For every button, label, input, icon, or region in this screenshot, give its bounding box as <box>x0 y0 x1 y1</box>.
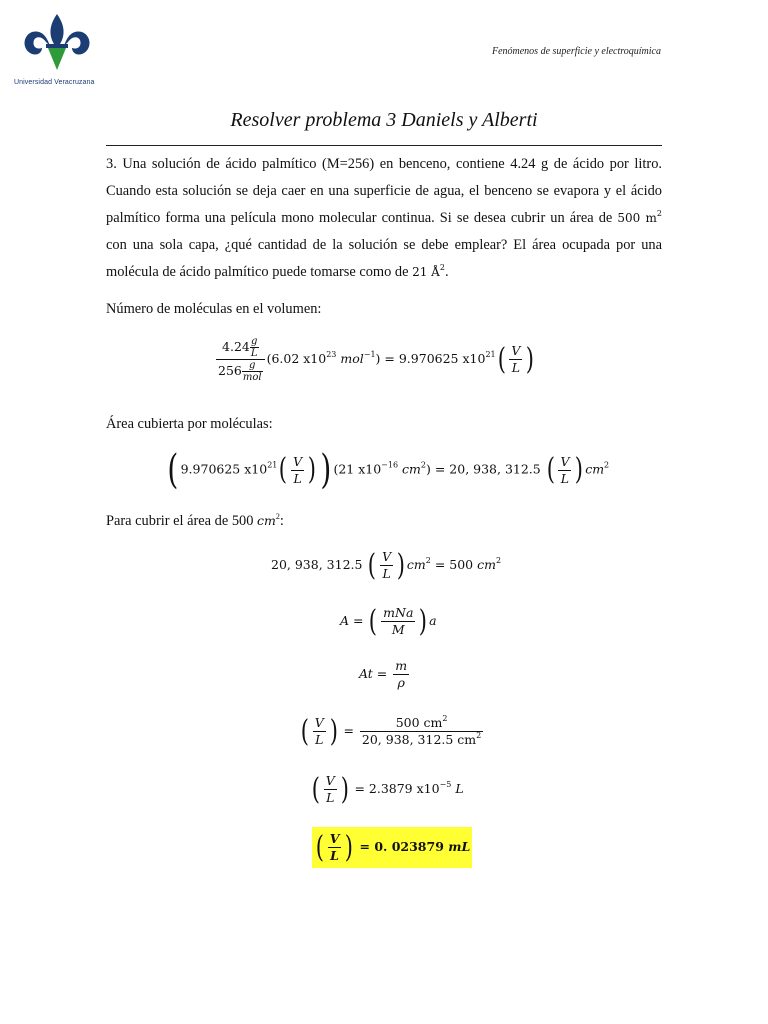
fleur-de-lis-icon <box>12 10 102 82</box>
problem-text-2: con una sola capa, ¿qué cantidad de la solución se debe emplear? El área ocupada por una molécula de ácido palmítico puede tomarse como de <box>106 237 662 280</box>
final-answer: ( $\frac{V}{L}$ ) = 0. 023879 mL <box>312 827 472 868</box>
title-divider <box>106 145 662 146</box>
university-logo <box>12 10 102 90</box>
header-subject: Fenómenos de superficie y electroquímica <box>491 46 661 57</box>
area-value: 500 $m^2$ <box>617 209 662 225</box>
equation-volume-liters: ( $\frac{V}{L}$ ) = 2.3879 $x10^{-5}$ L <box>311 771 464 807</box>
problem-statement: 3. Una solución de ácido palmítico (M=256) en benceno, contiene 4.24 g de ácido por litro. Cuando esta solución se deja caer en una superficie de agua, el benceno se evapora y el ácido palmítico forma una película mono molecular continua. Si se desea cubrir un área de 500 $m^2$ con una sola capa, ¿qué cantidad de la solución se debe emplear? El área ocupada por una molécula de ácido palmítico puede tomarse como de 21 $Å^2$. <box>106 156 662 280</box>
equation-volume-ratio: ( $\frac{V}{L}$ ) = $\frac{500 cm^2}{20, 938, 312.5 cm^2}$ <box>300 713 482 749</box>
cover-label: Para cubrir el área de 500 $cm^2$: <box>106 512 284 529</box>
equation-at-formula: At = $\frac{m}{\rho}$ <box>359 658 408 690</box>
logo-text: Universidad Veracruzana <box>14 79 95 86</box>
problem-text-1: 3. Una solución de ácido palmítico (M=256) en benceno, contiene 4.24 g de ácido por litro. Cuando esta solución se deja caer en una superficie de agua, el benceno se evapora y el ácido palmítico forma una película mono molecular continua. Si se desea cubrir un área de <box>106 156 662 226</box>
molecules-label: Número de moléculas en el volumen: <box>106 301 322 317</box>
area-label: Área cubierta por moléculas: <box>106 416 273 432</box>
molecule-area: 21 $Å^2$ <box>412 263 445 279</box>
equation-area-covered: ( 9.970625 $x10^{21}$( $\frac{V}{L}$ ) ) (21 $x10^{-16}$ $cm^2) = 20$, 938, 312.5 ( $\frac{V}{L}$ ) $cm^2$ <box>167 447 610 493</box>
page-title: Resolver problema 3 Daniels y Alberti <box>230 109 538 131</box>
equation-cover-area: 20, 938, 312.5 ( $\frac{V}{L}$ ) $cm^2 = 500$ $cm^2$ <box>271 547 502 583</box>
equation-area-formula: A = ( $\frac{\text{mNa}}{M}$ ) a <box>340 603 437 639</box>
eq1-fraction: 4.24 $\frac{g}{L}$ 256 g mol <box>216 336 265 383</box>
equation-molecule-count: 4.24 $\frac{g}{L}$ 256 g mol (6.02 $x10^{23}$ mol$^{-1}$) = 9.970625 $x10^{21}$( $\frac{V}{L}$ ) <box>218 336 535 383</box>
